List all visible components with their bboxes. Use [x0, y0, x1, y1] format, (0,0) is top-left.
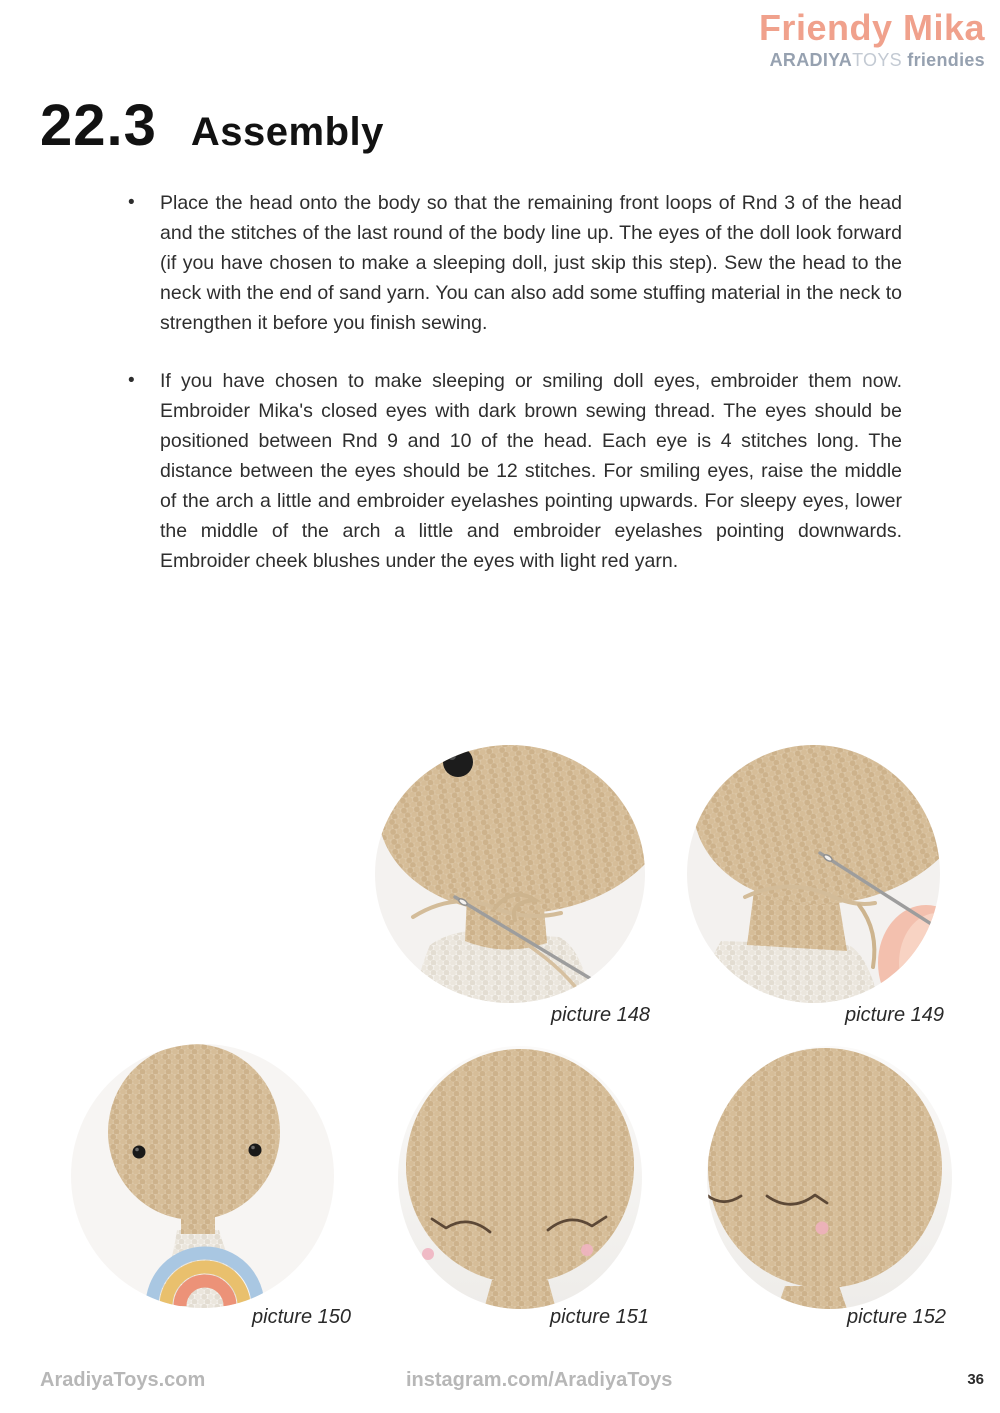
photo-picture-148: [375, 745, 645, 1003]
doll-eye-left: [133, 1146, 146, 1159]
brand-maker-light: TOYS: [852, 49, 902, 70]
brand-subtitle: [759, 51, 985, 71]
photo-caption: picture 151: [550, 1306, 649, 1328]
instruction-item: [128, 188, 902, 338]
section-number: 22.3: [40, 93, 157, 158]
section-title: Assembly: [190, 110, 384, 154]
brand-maker-bold: ARADIYA: [769, 49, 853, 70]
section-heading: [40, 92, 384, 159]
photo-151-illustration: [398, 1046, 642, 1309]
brand-title: Friendy Mika: [758, 7, 985, 48]
photo-148-illustration: [375, 745, 645, 1003]
brand-logo: [759, 8, 985, 70]
instruction-text: Place the head onto the body so that the remaining front loops of Rnd 3 of the head and the stitches of the last round of the body line up. The eyes of the doll look forward (if you have chosen to make a sleeping doll, just skip this step). Sew the head to the neck with the end of sand yarn. You can also add some stuffing material in the neck to strengthen it before you finish sewing.: [160, 192, 902, 334]
photo-picture-149: [687, 745, 940, 1003]
cheek-blush-left: [422, 1248, 434, 1260]
cheek-blush: [816, 1222, 829, 1235]
doll-eye-right: [249, 1144, 262, 1157]
photo-150-illustration: [71, 1044, 334, 1308]
instruction-text: If you have chosen to make sleeping or smiling doll eyes, embroider them now. Embroider Mika's closed eyes with dark brown sewing thread. The eyes should be positioned between Rnd 9 and 10 of the head. Each eye is 4 stitches long. The distance between the eyes should be 12 stitches. For smiling eyes, raise the middle of the arch a little and embroider eyelashes pointing upwards. For sleepy eyes, lower the middle of the arch a little and embroider eyelashes pointing downwards. Embroider cheek blushes under the eyes with light red yarn.: [160, 370, 902, 572]
brand-maker-suffix: friendies: [901, 49, 985, 70]
bullet-marker: •: [128, 370, 135, 391]
photo-caption: picture 149: [845, 1004, 944, 1026]
cheek-blush-right: [581, 1244, 593, 1256]
footer-instagram: instagram.com/AradiyaToys: [406, 1369, 673, 1391]
photo-picture-150: [71, 1044, 334, 1308]
instructions-list: [128, 188, 902, 604]
bullet-marker: •: [128, 192, 135, 213]
photo-picture-151: [398, 1046, 642, 1309]
page-number: 36: [967, 1371, 984, 1388]
photo-picture-152: [707, 1046, 952, 1309]
footer-website: AradiyaToys.com: [40, 1369, 206, 1391]
photo-caption: picture 150: [252, 1306, 351, 1328]
photo-149-illustration: [687, 745, 940, 1003]
photo-caption: picture 152: [847, 1306, 946, 1328]
safety-eye: [443, 747, 473, 777]
instruction-item: [128, 366, 902, 576]
photo-caption: picture 148: [551, 1004, 650, 1026]
photo-152-illustration: [707, 1046, 952, 1309]
